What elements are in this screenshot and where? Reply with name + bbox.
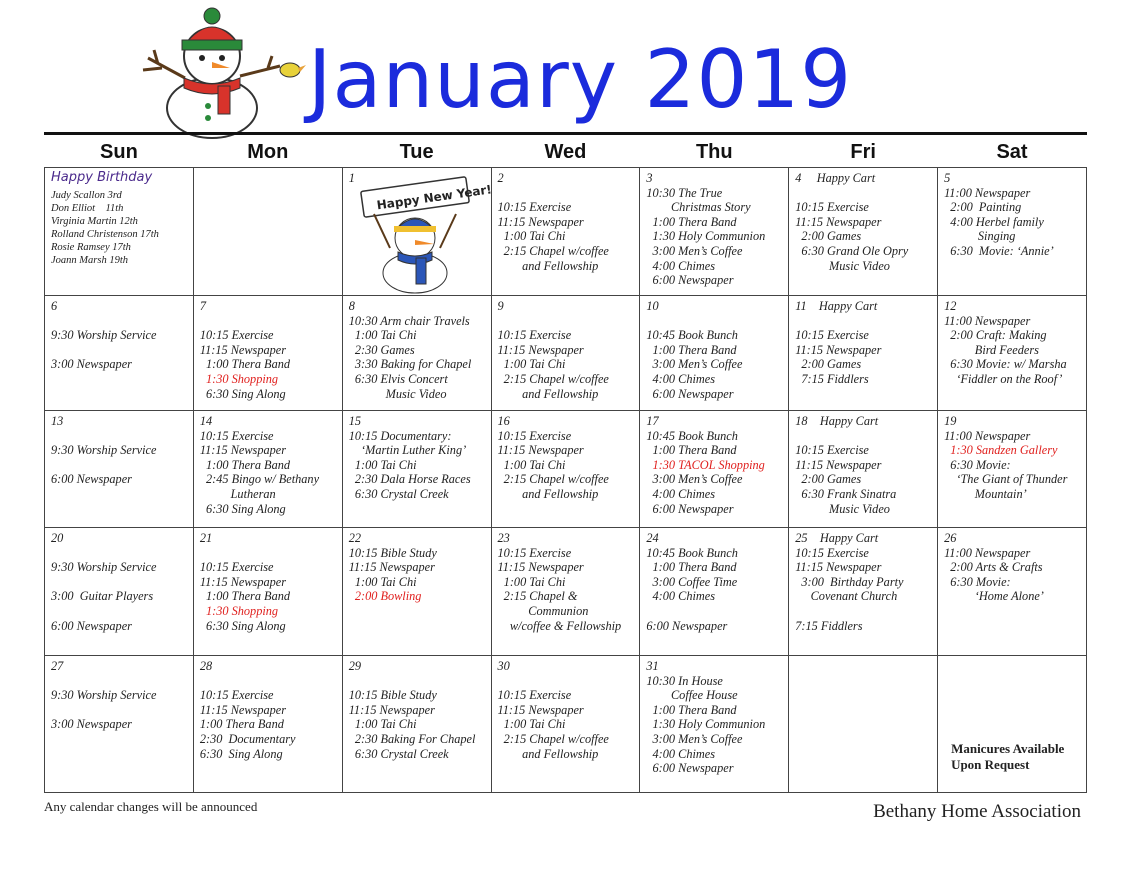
day-number: 26 [944, 531, 957, 545]
day-cell-content [646, 531, 782, 652]
day-cell-content [646, 414, 782, 524]
event-line: 3:00 Coffee Time [646, 574, 738, 589]
day-cell [45, 528, 194, 656]
event-line: 10:15 Exercise [199, 560, 274, 575]
event-line: 4:00 Herbel family [944, 214, 1044, 229]
day-cell [193, 296, 342, 411]
event-line: Mountain’ [944, 486, 1027, 501]
event-line: ‘The Giant of Thunder [944, 472, 1068, 487]
day-cell [491, 411, 640, 528]
event-line: 10:15 Exercise [795, 545, 869, 560]
event-line [795, 429, 931, 444]
event-line: 6:30 Sing Along [199, 386, 286, 401]
day-cell [342, 656, 491, 793]
day-cell [45, 411, 194, 528]
event-line [51, 343, 187, 358]
event-line: ‘Martin Luther King’ [348, 443, 467, 458]
day-number: 27 [51, 659, 64, 673]
day-cell-content [51, 531, 187, 652]
day-number: 16 [497, 414, 510, 428]
event-line: 11:00 Newspaper [944, 545, 1031, 560]
event-line: and Fellowship [497, 386, 599, 401]
day-cell [640, 528, 789, 656]
event-line: 6:30 Grand Ole Opry [795, 243, 909, 258]
event-line: 3:00 Men’s Coffee [646, 472, 743, 487]
event-line [200, 674, 336, 689]
event-line: 7:15 Fiddlers [795, 618, 863, 633]
day-cell [491, 168, 640, 296]
event-line: and Fellowship [497, 258, 599, 273]
event-line: 2:00 Craft: Making [944, 328, 1047, 343]
day-number: 13 [51, 414, 64, 428]
weekday-header-sun: Sun [100, 140, 138, 163]
day-cell-content [795, 414, 931, 524]
day-cell [938, 656, 1087, 793]
day-number: 21 [199, 531, 213, 545]
day-cell [193, 168, 342, 296]
event-line: 10:45 Book Bunch [646, 428, 738, 443]
event-line: 6:00 Newspaper [646, 386, 734, 401]
event-line: 2:45 Bingo w/ Bethany [199, 472, 320, 487]
day-cell [193, 656, 342, 793]
event-line [795, 604, 931, 619]
event-line: 1:30 Holy Communion [646, 229, 766, 244]
day-cell-content [498, 531, 634, 652]
day-number: 9 [497, 299, 504, 313]
event-line: 2:15 Chapel w/coffee [497, 731, 609, 746]
day-number: 3 [646, 171, 653, 185]
event-line: 1:00 Tai Chi [348, 717, 417, 732]
event-line: 10:15 Exercise [497, 545, 572, 560]
day-cell-content [944, 414, 1080, 524]
event-line: 1:00 Tai Chi [348, 574, 417, 589]
event-line: 6:00 Newspaper [646, 273, 734, 288]
event-line: 2:15 Chapel w/coffee [497, 472, 609, 487]
day-number: 8 [348, 299, 355, 313]
day-number: 31 [646, 659, 659, 673]
day-number: 10 [646, 299, 659, 313]
event-line: 6:30 Crystal Creek [348, 746, 449, 761]
event-line: 10:45 Book Bunch [646, 328, 738, 343]
day-cell [938, 168, 1087, 296]
event-line: w/coffee & Fellowship [497, 618, 622, 633]
day-number: 7 [199, 299, 206, 313]
event-line: Music Video [795, 501, 890, 516]
event-line: 10:15 Bible Study [348, 688, 437, 703]
event-line: 6:30 Movie: ‘Annie’ [944, 243, 1054, 258]
day-cell [193, 528, 342, 656]
event-line: 1:00 Tai Chi [497, 357, 566, 372]
event-line: 2:00 Games [795, 229, 862, 244]
event-line: Covenant Church [795, 589, 898, 604]
event-line: 2:00 Games [795, 472, 862, 487]
event-line: 1:00 Tai Chi [497, 574, 566, 589]
day-cell-content [646, 659, 782, 789]
event-line: 1:00 Thera Band [199, 717, 284, 732]
event-line: 6:00 Newspaper [646, 618, 728, 633]
day-cell [491, 528, 640, 656]
event-line: 6:30 Movie: w/ Marsha [944, 357, 1067, 372]
event-line: 6:30 Sing Along [199, 501, 286, 516]
event-line: Music Video [348, 386, 447, 401]
event-line: 1:00 Thera Band [646, 560, 737, 575]
event-line: 10:30 The True [646, 185, 723, 200]
day-cell [193, 411, 342, 528]
day-cell [640, 168, 789, 296]
day-cell-content [200, 414, 336, 524]
event-line: 1:00 Thera Band [646, 342, 737, 357]
day-cell-content [795, 531, 931, 652]
day-number: 2 [497, 171, 504, 185]
week-row [45, 656, 1087, 793]
event-line: 7:15 Fiddlers [795, 371, 869, 386]
event-line: and Fellowship [497, 746, 599, 761]
event-line: 11:15 Newspaper [497, 214, 584, 229]
event-line [795, 186, 931, 201]
day-cell [789, 168, 938, 296]
weekday-header-wed: Wed [544, 140, 587, 163]
day-number: 15 [348, 414, 361, 428]
event-highlight: 1:30 Shopping [199, 371, 279, 386]
event-line: 4:00 Chimes [646, 258, 716, 273]
day-number: 25 Happy Cart [795, 531, 879, 545]
event-line: 2:00 Games [795, 357, 862, 372]
day-number: 17 [646, 414, 659, 428]
day-cell [491, 656, 640, 793]
event-line [795, 314, 931, 329]
day-number: 14 [199, 414, 213, 428]
event-line [51, 674, 187, 689]
birthday-entry: Virginia Martin 12th [51, 215, 138, 227]
event-line: 11:15 Newspaper [348, 702, 435, 717]
event-line: 10:15 Exercise [199, 688, 274, 703]
day-number: 1 [348, 171, 355, 185]
footer-note: Any calendar changes will be announced [44, 799, 258, 814]
event-line: 10:30 Arm chair Travels [348, 313, 470, 328]
event-line: 4:00 Chimes [646, 589, 716, 604]
event-line: 6:30 Crystal Creek [348, 486, 449, 501]
day-cell [342, 411, 491, 528]
day-cell [45, 168, 194, 296]
event-line: 6:30 Elvis Concert [348, 371, 448, 386]
day-cell-content [200, 299, 336, 407]
birthday-entry: Rosie Ramsey 17th [51, 241, 131, 253]
event-line: 9:30 Worship Service [51, 688, 157, 703]
event-line [51, 604, 187, 619]
event-line: 1:00 Tai Chi [497, 229, 566, 244]
event-line [349, 674, 485, 689]
event-line: 11:15 Newspaper [199, 702, 287, 717]
day-number: 5 [944, 171, 951, 185]
day-cell [789, 656, 938, 793]
event-line: 2:00 Arts & Crafts [944, 560, 1043, 575]
day-number: 6 [51, 299, 58, 313]
day-cell [938, 528, 1087, 656]
new-year-snowman-icon [354, 178, 493, 296]
day-cell [789, 411, 938, 528]
event-line: 11:15 Newspaper [795, 342, 882, 357]
event-line [51, 429, 187, 444]
day-cell [45, 296, 194, 411]
event-line: 6:30 Sing Along [199, 618, 286, 633]
day-cell-content [646, 299, 782, 407]
manicure-note: Manicures Available Upon Request [951, 741, 1065, 772]
event-line [498, 314, 634, 329]
event-line: 2:15 Chapel & [497, 589, 578, 604]
birthday-entry: Joann Marsh 19th [51, 254, 128, 266]
weekday-header-row [45, 137, 1087, 168]
week-row [45, 296, 1087, 411]
day-number: 12 [944, 299, 957, 313]
day-cell-content [51, 171, 187, 292]
event-line: 6:00 Newspaper [51, 618, 132, 633]
day-number: 22 [348, 531, 361, 545]
event-line: 9:30 Worship Service [51, 443, 157, 458]
event-line: 1:00 Tai Chi [348, 457, 417, 472]
event-line: 1:00 Thera Band [199, 457, 291, 472]
event-line: 6:00 Newspaper [51, 472, 132, 487]
weekday-header-mon: Mon [247, 140, 289, 163]
event-line: 11:15 Newspaper [199, 443, 287, 458]
event-line [646, 314, 782, 329]
day-cell-content [51, 299, 187, 407]
event-line: 11:15 Newspaper [497, 443, 584, 458]
event-line: 11:15 Newspaper [497, 342, 584, 357]
day-cell-content [51, 659, 187, 789]
day-number: 4 Happy Cart [795, 171, 876, 185]
event-line: 4:00 Chimes [646, 486, 716, 501]
event-highlight: 1:30 TACOL Shopping [646, 457, 765, 472]
event-line: Bird Feeders [944, 342, 1039, 357]
week-row [45, 168, 1087, 296]
event-line: Lutheran [199, 486, 276, 501]
event-line: 4:00 Chimes [646, 371, 716, 386]
event-line: 11:15 Newspaper [199, 574, 287, 589]
event-line: ‘Fiddler on the Roof’ [944, 371, 1063, 386]
page-title: January 2019 [307, 33, 853, 126]
day-cell-content [646, 171, 782, 292]
event-line: 3:00 Men’s Coffee [646, 357, 743, 372]
event-line: 9:30 Worship Service [51, 328, 157, 343]
event-line: 2:30 Dala Horse Races [348, 472, 471, 487]
calendar-grid [44, 137, 1087, 793]
event-line: 1:00 Thera Band [646, 443, 737, 458]
event-line [51, 546, 187, 561]
event-line [51, 458, 187, 473]
event-line: 10:15 Exercise [795, 328, 869, 343]
event-line: 6:30 Movie: [944, 574, 1011, 589]
event-line: 11:15 Newspaper [497, 702, 584, 717]
event-line [51, 703, 187, 718]
title-rule [44, 132, 1087, 135]
birthday-entry: Don Elliot 11th [51, 202, 124, 214]
event-line: 10:15 Exercise [795, 200, 869, 215]
weekday-header-fri: Fri [850, 140, 876, 163]
day-cell-content [498, 299, 634, 407]
day-number: 11 Happy Cart [795, 299, 878, 313]
event-line: 10:15 Exercise [199, 428, 274, 443]
day-cell-content [944, 171, 1080, 292]
event-line [51, 575, 187, 590]
event-line: 3:30 Baking for Chapel [348, 357, 472, 372]
event-line: 2:15 Chapel w/coffee [497, 371, 609, 386]
event-line: 10:15 Exercise [497, 328, 572, 343]
day-cell [342, 296, 491, 411]
event-line: 1:00 Tai Chi [497, 717, 566, 732]
event-line: 2:00 Painting [944, 200, 1022, 215]
event-highlight: 1:30 Sandzen Gallery [944, 443, 1058, 458]
event-line: 11:15 Newspaper [795, 457, 882, 472]
day-cell [640, 656, 789, 793]
day-cell-content [944, 299, 1080, 407]
day-cell-content [349, 414, 485, 524]
day-cell-content [51, 414, 187, 524]
event-line: 2:30 Games [348, 342, 415, 357]
day-cell [640, 411, 789, 528]
event-line: 2:15 Chapel w/coffee [497, 243, 609, 258]
day-number: 28 [199, 659, 213, 673]
event-line: 10:15 Documentary: [348, 428, 452, 443]
snowman-logo-icon [140, 8, 310, 138]
event-line: 6:30 Frank Sinatra [795, 486, 897, 501]
event-line: 11:00 Newspaper [944, 428, 1031, 443]
day-cell [789, 528, 938, 656]
day-cell [342, 528, 491, 656]
event-line: 11:15 Newspaper [348, 560, 435, 575]
event-line: 1:00 Thera Band [646, 214, 737, 229]
day-cell-content [944, 659, 1080, 789]
event-line: 1:00 Tai Chi [348, 328, 417, 343]
day-cell [491, 296, 640, 411]
event-line: ‘Home Alone’ [944, 589, 1044, 604]
event-line: Coffee House [646, 688, 738, 703]
event-line: 3:00 Newspaper [51, 717, 132, 732]
event-line: 11:15 Newspaper [497, 560, 584, 575]
event-line [200, 546, 336, 561]
day-cell-content [349, 299, 485, 407]
day-number: 24 [646, 531, 659, 545]
day-cell-content [498, 171, 634, 292]
event-line: 1:00 Thera Band [646, 702, 737, 717]
event-line: 1:00 Thera Band [199, 589, 291, 604]
event-line: 6:30 Sing Along [199, 746, 283, 761]
event-line: 10:15 Exercise [795, 443, 869, 458]
weekday-header-tue: Tue [399, 140, 434, 163]
event-line [646, 604, 782, 619]
event-line: 11:15 Newspaper [795, 214, 882, 229]
event-line: 10:30 In House [646, 673, 723, 688]
event-line: 11:15 Newspaper [199, 342, 287, 357]
day-cell-content [498, 659, 634, 789]
day-number: 18 Happy Cart [795, 414, 879, 428]
event-highlight: 2:00 Bowling [348, 589, 422, 604]
event-line: 3:00 Men’s Coffee [646, 243, 743, 258]
birthday-entry: Rolland Christenson 17th [51, 228, 159, 240]
weekday-header-thu: Thu [695, 140, 733, 163]
new-year-sign: Happy New Year! [375, 182, 493, 213]
week-row [45, 528, 1087, 656]
event-line: 3:00 Birthday Party [795, 574, 904, 589]
event-line: 10:15 Exercise [497, 200, 572, 215]
event-line: 10:45 Book Bunch [646, 545, 738, 560]
day-number: 20 [51, 531, 64, 545]
event-line: 1:00 Tai Chi [497, 457, 566, 472]
event-line: Communion [497, 603, 589, 618]
event-line: Music Video [795, 258, 890, 273]
event-line: 10:15 Bible Study [348, 545, 437, 560]
event-line: 1:30 Holy Communion [646, 717, 766, 732]
day-cell [45, 656, 194, 793]
event-line: 10:15 Exercise [497, 688, 572, 703]
day-cell [938, 296, 1087, 411]
day-cell-content [349, 531, 485, 652]
event-line: 3:00 Men’s Coffee [646, 731, 743, 746]
event-line [498, 186, 634, 201]
event-line [51, 314, 187, 329]
event-line: 10:15 Exercise [199, 328, 274, 343]
week-row [45, 411, 1087, 528]
birthday-entry: Judy Scallon 3rd [51, 189, 122, 201]
event-line: Christmas Story [646, 200, 751, 215]
event-line: 3:00 Guitar Players [51, 589, 154, 604]
event-line: 4:00 Chimes [646, 746, 716, 761]
day-cell-content [795, 299, 931, 407]
weekday-header-sat: Sat [996, 140, 1028, 163]
event-line: 11:00 Newspaper [944, 313, 1031, 328]
event-line: 2:30 Baking For Chapel [348, 731, 476, 746]
footer-organization: Bethany Home Association [873, 801, 1081, 822]
event-line: 11:00 Newspaper [944, 185, 1031, 200]
event-line: and Fellowship [497, 486, 599, 501]
event-line: 10:15 Exercise [497, 428, 572, 443]
day-cell [789, 296, 938, 411]
day-cell-content [498, 414, 634, 524]
event-line: 2:30 Documentary [199, 731, 296, 746]
day-number: 29 [348, 659, 361, 673]
day-cell-content [795, 171, 931, 292]
event-line: 3:00 Newspaper [51, 357, 132, 372]
event-line: Singing [944, 229, 1016, 244]
day-cell-content [200, 531, 336, 652]
event-line: 6:30 Movie: [944, 457, 1011, 472]
birthday-title: Happy Birthday [51, 170, 153, 185]
day-cell-content [200, 171, 336, 292]
event-line [200, 314, 336, 329]
day-cell [640, 296, 789, 411]
event-line: 11:15 Newspaper [795, 560, 882, 575]
event-line: 6:00 Newspaper [646, 501, 734, 516]
day-cell-content [795, 659, 931, 789]
event-line: 9:30 Worship Service [51, 560, 157, 575]
day-cell [938, 411, 1087, 528]
day-number: 30 [497, 659, 510, 673]
day-number: 19 [944, 414, 957, 428]
day-number: 23 [497, 531, 510, 545]
event-line: 1:00 Thera Band [199, 357, 291, 372]
day-cell-content [944, 531, 1080, 652]
day-cell-content [349, 659, 485, 789]
event-line [498, 674, 634, 689]
event-highlight: 1:30 Shopping [199, 603, 279, 618]
event-line: 6:00 Newspaper [646, 761, 734, 776]
day-cell-content [200, 659, 336, 789]
